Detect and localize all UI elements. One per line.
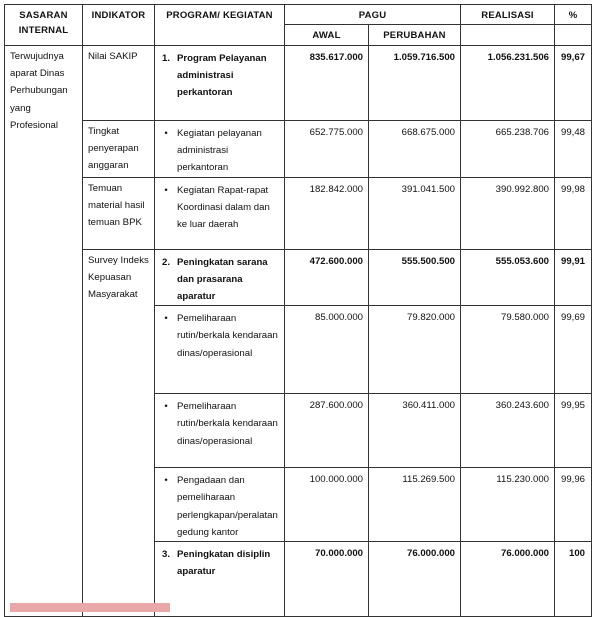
program-label: Peningkatan disiplin aparatur: [177, 549, 271, 578]
program-cell: [155, 468, 285, 542]
program-label: Program Pelayanan administrasi perkantoran: [177, 53, 267, 99]
program-cell: [155, 46, 285, 121]
perubahan-cell: 76.000.000: [369, 542, 461, 617]
sasaran-cell: Terwujudnya aparat Dinas Perhubungan yang Profesional: [5, 46, 83, 617]
header-sasaran: SASARAN INTERNAL: [5, 5, 83, 46]
realisasi-cell: 1.056.231.506: [461, 46, 555, 121]
header-realisasi: REALISASI: [461, 5, 555, 25]
persen-cell: 99,98: [555, 177, 592, 249]
realisasi-cell: 79.580.000: [461, 306, 555, 394]
table-row: [5, 177, 592, 249]
table-row: [5, 46, 592, 121]
persen-cell: 99,95: [555, 394, 592, 468]
bullet-marker: •: [164, 313, 168, 325]
program-marker: 1.: [161, 53, 170, 64]
program-label: Kegiatan pelayanan administrasi perkantoran: [177, 128, 262, 174]
header-awal: AWAL: [285, 25, 369, 46]
program-label: Kegiatan Rapat-rapat Koordinasi dalam dan ke luar daerah: [177, 184, 270, 231]
bullet-marker: •: [164, 401, 168, 413]
awal-cell: 835.617.000: [285, 46, 369, 121]
perubahan-cell: 668.675.000: [369, 121, 461, 178]
awal-cell: 652.775.000: [285, 121, 369, 178]
indikator-cell: Tingkat penyerapan anggaran: [83, 121, 155, 178]
awal-cell: 287.600.000: [285, 394, 369, 468]
persen-cell: 99,48: [555, 121, 592, 178]
perubahan-cell: 555.500.500: [369, 249, 461, 306]
program-cell: [155, 394, 285, 468]
program-marker: 2.: [161, 256, 170, 268]
bullet-marker: •: [164, 475, 168, 487]
table-row: [5, 249, 592, 306]
perubahan-cell: 115.269.500: [369, 468, 461, 542]
awal-cell: 70.000.000: [285, 542, 369, 617]
header-persen-blank: [555, 25, 592, 46]
header-persen: %: [555, 5, 592, 25]
bullet-marker: •: [164, 128, 168, 139]
program-label: Pemeliharaan rutin/berkala kendaraan dinas/operasional: [177, 313, 278, 359]
realisasi-cell: 390.992.800: [461, 177, 555, 249]
program-marker: 3.: [161, 549, 170, 561]
header-pagu: PAGU: [285, 5, 461, 25]
header-indikator: INDIKATOR: [83, 5, 155, 46]
program-label: Pengadaan dan pemeliharaan perlengkapan/peralatan gedung kantor: [177, 475, 278, 538]
indikator-cell: Temuan material hasil temuan BPK: [83, 177, 155, 249]
realisasi-cell: 115.230.000: [461, 468, 555, 542]
awal-cell: 100.000.000: [285, 468, 369, 542]
program-cell: [155, 306, 285, 394]
budget-table: [4, 4, 592, 617]
table-row: [5, 121, 592, 178]
awal-cell: 85.000.000: [285, 306, 369, 394]
indikator-cell: Nilai SAKIP: [83, 46, 155, 121]
realisasi-cell: 360.243.600: [461, 394, 555, 468]
program-cell: [155, 121, 285, 178]
header-row: [5, 5, 592, 25]
footer-highlight-bar: [10, 603, 170, 612]
program-cell: [155, 249, 285, 306]
realisasi-cell: 76.000.000: [461, 542, 555, 617]
realisasi-cell: 555.053.600: [461, 249, 555, 306]
awal-cell: 182.842.000: [285, 177, 369, 249]
program-cell: [155, 542, 285, 617]
persen-cell: 99,96: [555, 468, 592, 542]
persen-cell: 99,69: [555, 306, 592, 394]
program-cell: [155, 177, 285, 249]
header-realisasi-blank: [461, 25, 555, 46]
realisasi-cell: 665.238.706: [461, 121, 555, 178]
perubahan-cell: 79.820.000: [369, 306, 461, 394]
header-program: PROGRAM/ KEGIATAN: [155, 5, 285, 46]
program-label: Peningkatan sarana dan prasarana aparatur: [177, 256, 268, 303]
indikator-cell: Survey Indeks Kepuasan Masyarakat: [83, 249, 155, 616]
header-perubahan: PERUBAHAN: [369, 25, 461, 46]
program-label: Pemeliharaan rutin/berkala kendaraan dinas/operasional: [177, 401, 278, 447]
perubahan-cell: 391.041.500: [369, 177, 461, 249]
persen-cell: 99,67: [555, 46, 592, 121]
bullet-marker: •: [164, 184, 168, 196]
perubahan-cell: 360.411.000: [369, 394, 461, 468]
persen-cell: 100: [555, 542, 592, 617]
perubahan-cell: 1.059.716.500: [369, 46, 461, 121]
awal-cell: 472.600.000: [285, 249, 369, 306]
persen-cell: 99,91: [555, 249, 592, 306]
